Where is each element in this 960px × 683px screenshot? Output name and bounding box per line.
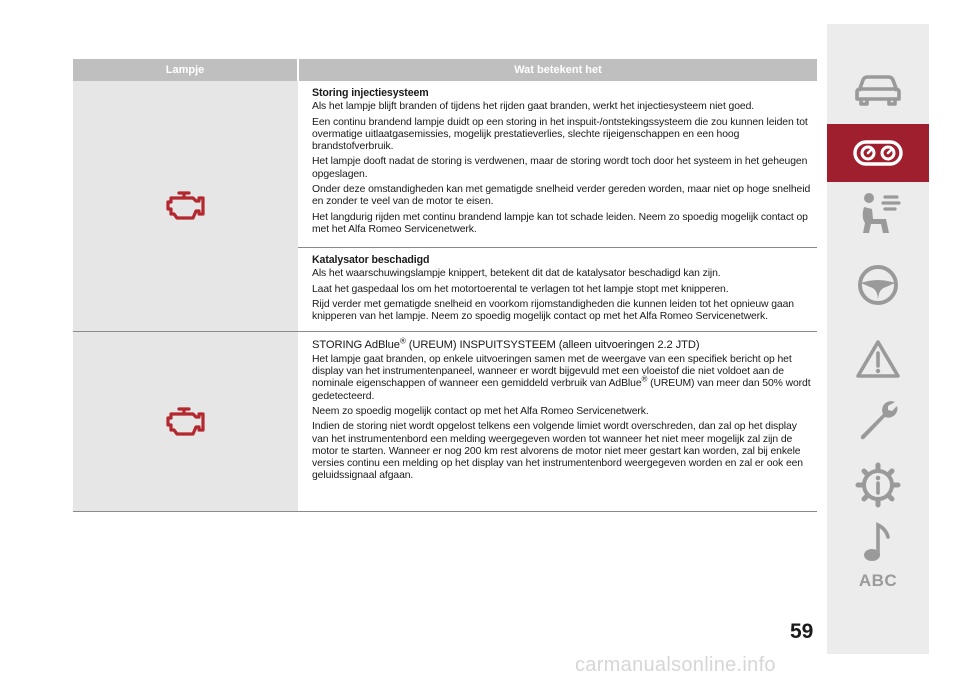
header-lamp: Lampje — [73, 59, 299, 81]
sidebar-item-steering[interactable] — [827, 256, 929, 314]
sidebar-item-safety[interactable] — [827, 184, 929, 242]
paragraph: Onder deze omstandigheden kan met gematigde snelheid verder gereden worden, maar niet op hoge snelheid en zonder te veel van de motor te eisen. — [312, 184, 811, 208]
paragraph: Neem zo spoedig mogelijk contact op met het Alfa Romeo Servicenetwerk. — [312, 405, 649, 417]
header-meaning: Wat betekent het — [514, 64, 602, 76]
registered-mark: ® — [641, 374, 648, 384]
engine-check-icon — [166, 190, 206, 222]
lamp-cell — [73, 332, 298, 511]
paragraph: Het langdurig rijden met continu brandend lampje kan tot schade leiden. Neem zo spoedig mogelijk contact op met het Alfa Romeo Servicenetwerk. — [312, 211, 808, 235]
entry-title: Katalysator beschadigd — [312, 254, 430, 266]
paragraph-text: Het lampje gaat branden, op enkele uitvoeringen samen met de weergave van een specifiek bericht op het display van het instrumentenpaneel, wanneer er wordt bijgevuld met een vloeistof die niet voldoet aan de nominale eigenschappen of wanneer een gemiddeld verbruik van AdBlue — [312, 353, 792, 390]
steering-wheel-icon — [856, 263, 900, 307]
sidebar-item-car[interactable] — [827, 60, 929, 118]
sidebar-item-technical[interactable] — [827, 456, 929, 514]
wrench-icon — [855, 398, 901, 444]
page-number: 59 — [790, 620, 814, 643]
entry-title — [312, 336, 811, 352]
car-icon — [853, 71, 903, 107]
lamp-cell — [73, 81, 298, 331]
watermark: carmanualsonline.info — [575, 654, 776, 676]
paragraph: Het lampje dooft nadat de storing is verdwenen, maar de storing wordt toch door het systeem in het geheugen opgeslagen. — [312, 156, 808, 180]
sidebar-item-index[interactable] — [827, 552, 929, 610]
gear-info-icon — [855, 462, 901, 508]
chapter-sidebar — [827, 24, 929, 654]
paragraph: Laat het gaspedaal los om het motortoerental te verlagen tot het lampje stopt met knipperen. — [312, 283, 729, 295]
paragraph: Als het waarschuwingslampje knippert, betekent dit dat de katalysator beschadigd kan zijn. — [312, 268, 721, 280]
paragraph: Rijd verder met gematigde snelheid en voorkom rijomstandigheden die kunnen leiden tot het opnieuw gaan knipperen van het lampje. Neem zo spoedig mogelijk contact op met het Alfa Romeo Servicenetwerk. — [312, 298, 794, 323]
title-text: STORING AdBlue — [312, 339, 400, 352]
airbag-safety-icon — [855, 191, 901, 235]
engine-check-icon — [166, 406, 206, 438]
entry-injection-fault — [298, 81, 817, 247]
registered-mark: ® — [399, 336, 406, 346]
entry-adblue-fault — [298, 332, 817, 511]
sidebar-item-dashboard[interactable] — [827, 124, 929, 182]
description-cell — [298, 81, 817, 331]
paragraph-text: (UREUM) van meer dan 50% wordt gedetecteerd. — [312, 378, 811, 402]
paragraph: Als het lampje blijft branden of tijdens het rijden gaat branden, werkt het injectiesysteem niet goed. — [312, 101, 755, 113]
paragraph: Een continu brandend lampje duidt op een storing in het inspuit-/ontstekingssysteem die zou kunnen leiden tot overmatige uitlaatgasemissies, mogelijk prestatieverlies, slechte rijeigenschappen en een hoog brandstofverbruik. — [312, 116, 808, 153]
description-cell — [298, 332, 817, 511]
warning-triangle-icon — [855, 339, 901, 379]
table-row — [73, 332, 817, 512]
table-header — [73, 59, 817, 81]
sidebar-item-maintenance[interactable] — [827, 392, 929, 450]
sidebar-item-warnings[interactable] — [827, 330, 929, 388]
abc-index-icon: ABC — [858, 571, 898, 590]
entry-title: Storing injectiesysteem — [312, 87, 429, 99]
dashboard-gauges-icon — [852, 137, 904, 169]
table-row — [73, 81, 817, 332]
paragraph — [312, 354, 811, 403]
title-text: (UREUM) INSPUITSYSTEEM (alleen uitvoeringen 2.2 JTD) — [405, 339, 700, 352]
paragraph: Indien de storing niet wordt opgelost telkens een volgende limiet wordt overschreden, dan zal op het display van het instrumentenbord een melding weergegeven worden tot wanneer het niet meer mogelijk zal zijn de motor te starten. Wanneer er nog 200 km rest alvorens de motor niet meer gestart kan worden, zal bij enkele versies continu een melding op het display van het instrumentenbord weergegeven worden en zal er ook een geluidssignaal afgaan. — [312, 421, 803, 482]
warning-lights-table — [73, 59, 817, 512]
entry-catalyst-damaged — [298, 247, 817, 331]
